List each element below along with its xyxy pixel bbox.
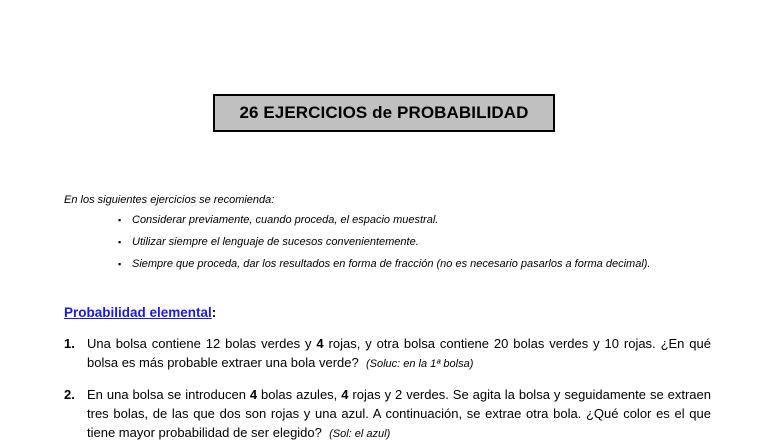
bullet-icon: ▪ — [118, 237, 122, 247]
exercise-1 — [64, 334, 711, 374]
exercise-bold-number: 4 — [341, 387, 349, 402]
intro-text: En los siguientes ejercicios se recomienda: — [64, 194, 275, 206]
exercise-text — [87, 334, 711, 374]
exercise-2 — [64, 385, 711, 444]
list-item-text: Utilizar siempre el lenguaje de sucesos convenientemente. — [132, 236, 419, 248]
page-title-box — [213, 94, 555, 132]
page-title: 26 EJERCICIOS de PROBABILIDAD — [239, 103, 529, 122]
exercise-bold-number: 4 — [316, 336, 324, 351]
list-item — [118, 213, 650, 235]
bullet-icon: ▪ — [118, 215, 122, 225]
exercise-solution: (Sol: el azul) — [329, 428, 391, 440]
list-item-text: Siempre que proceda, dar los resultados en forma de fracción (no es necesario pasarlos a forma decimal). — [132, 258, 651, 270]
section-heading-link[interactable]: Probabilidad elemental — [64, 305, 212, 320]
exercise-number: 2. — [64, 387, 75, 402]
recommendation-list — [118, 213, 650, 279]
exercise-text-part: Una bolsa contiene 12 bolas verdes y — [87, 336, 317, 351]
exercise-text-part: En una bolsa se introducen — [87, 387, 250, 402]
list-item — [118, 257, 650, 279]
section-heading-colon: : — [211, 305, 217, 320]
exercise-number: 1. — [64, 336, 75, 351]
exercise-text-part: rojas y 2 verdes. Se agita la bolsa y seguidamente se extraen tres bolas, de las que dos son rojas y una azul. A continuación, se extrae otra bola. ¿Qué color es el que tiene mayor probabilidad de ser elegido? — [87, 387, 711, 440]
exercise-text — [87, 385, 711, 444]
section-heading — [64, 305, 216, 320]
bullet-icon: ▪ — [118, 259, 122, 269]
exercise-bold-number: 4 — [249, 387, 258, 402]
exercise-text-part: bolas azules, — [257, 387, 342, 402]
list-item-text: Considerar previamente, cuando proceda, el espacio muestral. — [132, 214, 439, 226]
list-item — [118, 235, 650, 257]
exercise-solution: (Soluc: en la 1ª bolsa) — [365, 358, 474, 370]
exercise-text-part: rojas, y otra bolsa contiene 20 bolas verdes y 10 rojas. ¿En qué bolsa es más probable extraer una bola verde? — [87, 336, 711, 370]
